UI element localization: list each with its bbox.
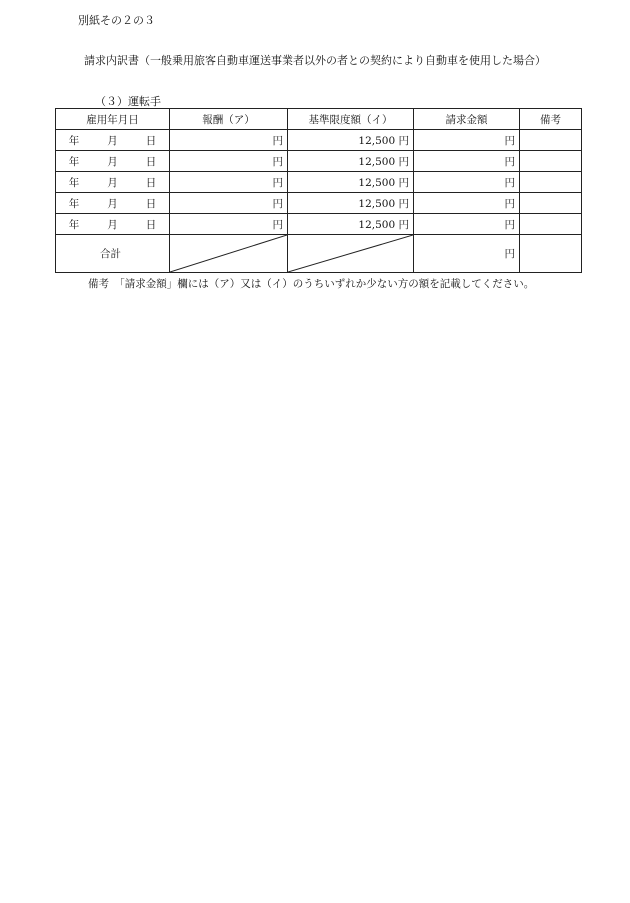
fee-cell[interactable]: 円: [170, 151, 288, 172]
year-unit: 年: [68, 218, 80, 231]
column-header-limit: 基準限度額（イ）: [288, 109, 414, 130]
employment-date-cell[interactable]: [56, 151, 170, 172]
diagonal-strike: [170, 235, 287, 272]
day-unit: 日: [145, 218, 157, 231]
year-unit: 年: [68, 176, 80, 189]
month-unit: 月: [107, 176, 118, 189]
claim-cell[interactable]: 円: [414, 130, 520, 151]
column-header-employment-date: 雇用年月日: [56, 109, 170, 130]
total-label: 合計: [56, 235, 170, 273]
section-heading: [84, 93, 161, 109]
table-row: [56, 193, 582, 214]
fee-cell[interactable]: 円: [170, 214, 288, 235]
claim-breakdown-table: [55, 108, 582, 273]
remarks-cell[interactable]: [520, 172, 582, 193]
table-row: [56, 151, 582, 172]
remarks-cell[interactable]: [520, 214, 582, 235]
claim-cell[interactable]: 円: [414, 151, 520, 172]
total-row: [56, 235, 582, 273]
table-header-row: [56, 109, 582, 130]
column-header-remarks: 備考: [520, 109, 582, 130]
month-unit: 月: [107, 197, 118, 210]
remarks-cell[interactable]: [520, 151, 582, 172]
fee-cell[interactable]: 円: [170, 172, 288, 193]
employment-date-cell[interactable]: [56, 130, 170, 151]
employment-date-cell[interactable]: [56, 172, 170, 193]
section-title: 運転手: [128, 95, 161, 108]
day-unit: 日: [145, 155, 157, 168]
employment-date-cell[interactable]: [56, 214, 170, 235]
limit-cell: 12,500 円: [288, 172, 414, 193]
remarks-cell[interactable]: [520, 130, 582, 151]
fee-total-blank-cell: [170, 235, 288, 273]
claim-cell[interactable]: 円: [414, 172, 520, 193]
fee-cell[interactable]: 円: [170, 130, 288, 151]
month-unit: 月: [107, 218, 118, 231]
limit-cell: 12,500 円: [288, 214, 414, 235]
column-header-fee: 報酬（ア）: [170, 109, 288, 130]
fee-cell[interactable]: 円: [170, 193, 288, 214]
claim-total-cell[interactable]: 円: [414, 235, 520, 273]
document-title: 請求内訳書（一般乗用旅客自動車運送事業者以外の者との契約により自動車を使用した場合）: [84, 54, 546, 67]
day-unit: 日: [145, 176, 157, 189]
claim-cell[interactable]: 円: [414, 193, 520, 214]
employment-date-cell[interactable]: [56, 193, 170, 214]
attachment-label: 別紙その２の３: [78, 14, 155, 27]
limit-cell: 12,500 円: [288, 130, 414, 151]
section-number: （３）: [95, 95, 128, 108]
table-row: [56, 214, 582, 235]
remarks-cell[interactable]: [520, 193, 582, 214]
limit-cell: 12,500 円: [288, 193, 414, 214]
diagonal-strike: [288, 235, 413, 272]
year-unit: 年: [68, 197, 80, 210]
column-header-claim: 請求金額: [414, 109, 520, 130]
remarks-total-cell[interactable]: [520, 235, 582, 273]
year-unit: 年: [68, 134, 80, 147]
table-row: [56, 172, 582, 193]
day-unit: 日: [145, 134, 157, 147]
instruction-note: 備考 「請求金額」欄には（ア）又は（イ）のうちいずれか少ない方の額を記載してください。: [88, 278, 535, 290]
limit-cell: 12,500 円: [288, 151, 414, 172]
day-unit: 日: [145, 197, 157, 210]
claim-cell[interactable]: 円: [414, 214, 520, 235]
table-row: [56, 130, 582, 151]
month-unit: 月: [107, 155, 118, 168]
month-unit: 月: [107, 134, 118, 147]
year-unit: 年: [68, 155, 80, 168]
limit-total-blank-cell: [288, 235, 414, 273]
